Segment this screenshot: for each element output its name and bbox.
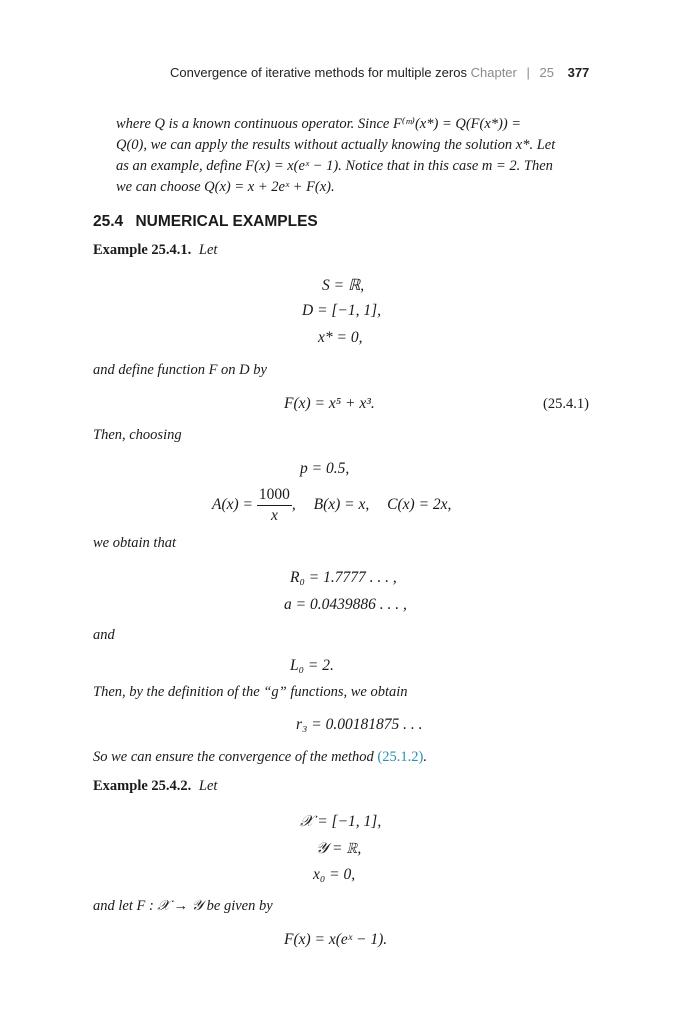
equation-x0: x₀ = 0, (313, 866, 356, 883)
equation-C: C(x) = 2x, (387, 496, 452, 514)
equation-R0: R₀ = 1.7777 . . . , (290, 569, 397, 586)
intro-line-2: Q(0), we can apply the results without actually knowing the solution x*. Let (116, 137, 556, 153)
header-title: Convergence of iterative methods for multiple zeros (170, 65, 467, 80)
intro-line-3: as an example, define F(x) = x(eˣ − 1). Notice that in this case m = 2. Then (116, 158, 553, 174)
example-2-label: Example 25.4.2. (93, 778, 192, 794)
equation-x-star: x* = 0, (318, 329, 363, 346)
ensure-convergence-text (93, 749, 427, 766)
section-title: NUMERICAL EXAMPLES (135, 213, 318, 230)
equation-L0: L₀ = 2. (290, 657, 334, 674)
choosing-text: Then, choosing (93, 427, 182, 443)
ensure-end: . (423, 749, 427, 765)
equation-B: B(x) = x, (313, 496, 370, 514)
equation-D: D = [−1, 1], (302, 302, 382, 319)
intro-paragraph (116, 114, 596, 198)
equation-A-comma: , (291, 496, 296, 514)
equation-A-numerator: 1000 (257, 486, 292, 506)
equation-X: 𝒳 = [−1, 1], (300, 813, 382, 830)
example-1-heading (93, 242, 217, 259)
g-functions-text: Then, by the definition of the “g” functions, we obtain (93, 684, 408, 700)
equation-number-25-4-1: (25.4.1) (543, 396, 589, 412)
equation-ABC-row (212, 486, 451, 525)
header-chapter-label: Chapter (470, 65, 517, 80)
equation-F-2: F(x) = x(eˣ − 1). (284, 931, 388, 948)
equation-a: a = 0.0439886 . . . , (284, 596, 407, 613)
obtain-text: we obtain that (93, 535, 176, 551)
equation-A-denominator: x (270, 507, 278, 524)
equation-A-fraction (257, 486, 292, 525)
ensure-text: So we can ensure the convergence of the method (93, 749, 374, 765)
page-number: 377 (567, 65, 590, 80)
example-1-label: Example 25.4.1. (93, 242, 192, 258)
intro-line-4: we can choose Q(x) = x + 2eˣ + F(x). (116, 179, 335, 195)
equation-S: S = ℝ, (322, 277, 365, 294)
equation-F-1: F(x) = x⁵ + x³. (284, 395, 375, 412)
running-header (170, 65, 589, 80)
example-2-heading (93, 778, 217, 795)
equation-p: p = 0.5, (300, 460, 350, 477)
method-reference-link[interactable]: (25.1.2) (377, 749, 424, 765)
example-2-lead: Let (198, 778, 218, 794)
example-1-lead: Let (198, 242, 218, 258)
let-F-text: and let F : 𝒳 → 𝒴 be given by (93, 898, 273, 914)
intro-line-1: where Q is a known continuous operator. Since F⁽ᵐ⁾(x*) = Q(F(x*)) = (116, 116, 522, 132)
header-separator: | (526, 65, 530, 80)
section-number: 25.4 (93, 213, 124, 230)
equation-Y: 𝒴 = ℝ, (316, 840, 362, 857)
equation-A-left: A(x) = (212, 496, 254, 514)
header-chapter-number: 25 (539, 65, 554, 80)
define-function-text: and define function F on D by (93, 362, 267, 378)
and-text: and (93, 627, 115, 643)
section-heading (93, 213, 318, 231)
equation-r3: r₃ = 0.00181875 . . . (296, 716, 423, 733)
